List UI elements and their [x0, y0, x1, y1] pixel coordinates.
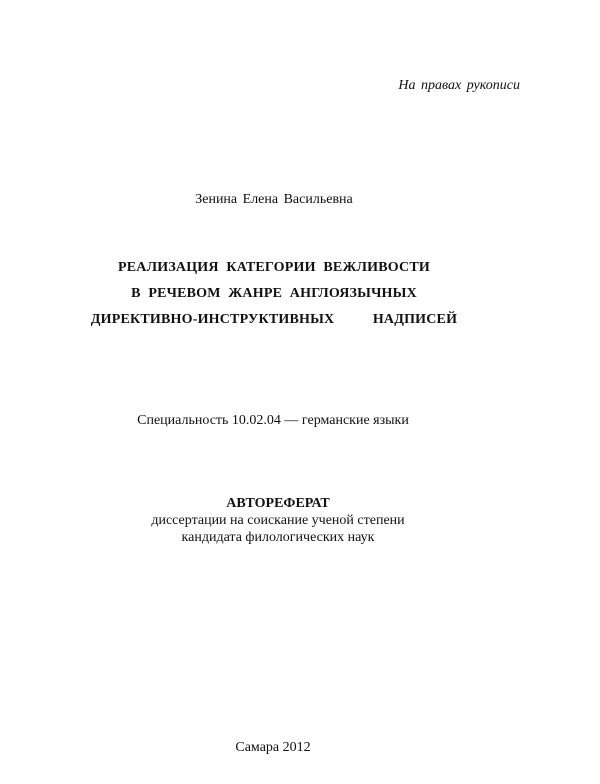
title-line-2: В РЕЧЕВОМ ЖАНРЕ АНГЛОЯЗЫЧНЫХ: [131, 286, 417, 301]
title-line-3: ДИРЕКТИВНО-ИНСТРУКТИВНЫХ НАДПИСЕЙ: [90, 312, 458, 327]
abstract-line-1: диссертации на соискание ученой степени: [151, 513, 405, 528]
specialty: Специальность 10.02.04 — германские языки: [137, 413, 409, 428]
abstract-block: [0, 495, 556, 546]
abstract-line-2: кандидата филологических наук: [181, 530, 375, 545]
title-line-1: РЕАЛИЗАЦИЯ КАТЕГОРИИ ВЕЖЛИВОСТИ: [118, 260, 430, 275]
document-title: [0, 255, 548, 333]
abstract-heading: АВТОРЕФЕРАТ: [226, 496, 330, 511]
rights-note: На правах рукописи: [398, 78, 520, 93]
city-year: Самара 2012: [235, 740, 311, 755]
author-name: Зенина Елена Васильевна: [195, 192, 353, 207]
